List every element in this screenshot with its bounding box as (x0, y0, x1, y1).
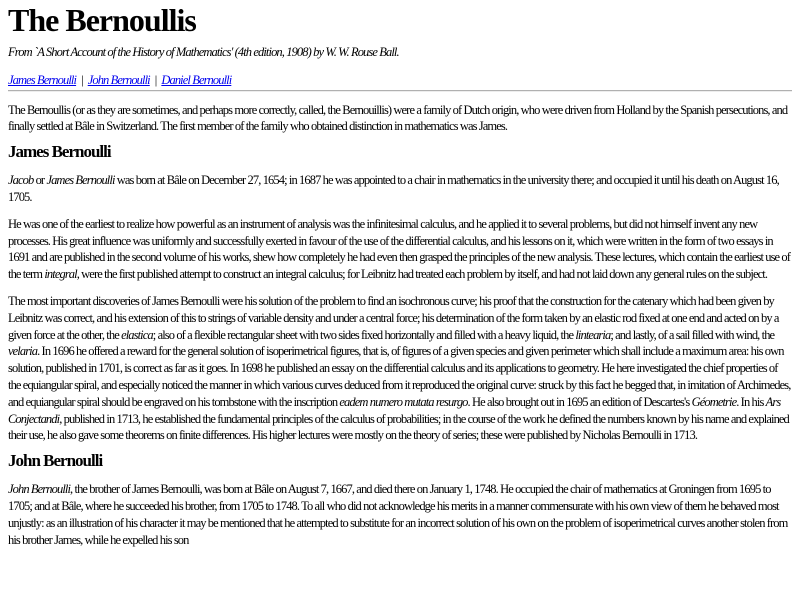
page-title: The Bernoullis (8, 2, 196, 38)
section-heading-james-bernoulli: James Bernoulli (8, 142, 111, 162)
james-paragraph-3: The most important discoveries of James Bernoulli were his solution of the problem to find an isochronous curve; his proof that the construction for the catenary which had been given by Leibnitz was correct, and his extension of this to strings of variable density and under a central force; his determination of the form taken by an elastic rod fixed at one end and acted on by a given force at the other, the elastica; also of a flexible rectangular sheet with two sides fixed horizontally and filled with a heavy liquid, the lintearia; and lastly, of a sail filled with wind, the velaria. In 1696 he offered a reward for the general solution of isoperimetrical figures, that is, of figures of a given species and given perimeter which shall include a maximum area: his own solution, published in 1701, is correct as far as it goes. In 1698 he published an essay on the differential calculus and its applications to geometry. He here investigated the chief properties of the equiangular spiral, and especially noticed the manner in which various curves deduced from it reproduced the original curve: struck by this fact he begged that, in imitation of Archimedes, and equiangular spiral should be engraved on his tombstone with the inscription eadem numero mutata resurgo. He also brought out in 1695 an edition of Descartes's Géometrie. In his Ars Conjectandi, published in 1713, he established the fundamental principles of the calculus of probabilities; in the course of the work he defined the numbers known by his name and explained their use, he also gave some theorems on finite differences. His higher lectures were mostly on the theory of series; these were published by Nicholas Bernoulli in 1713. (8, 293, 791, 443)
source-attribution: From `A Short Account of the History of Mathematics' (4th edition, 1908) by W. W. Rouse Ball. (8, 44, 399, 59)
james-paragraph-1: Jacob or James Bernoulli was born at Bâle on December 27, 1654; in 1687 he was appointed to a chair in mathematics in the university there; and occupied it until his death on August 16, 1705. (8, 173, 779, 204)
john-paragraph-1: John Bernoulli, the brother of James Bernoulli, was born at Bâle on August 7, 1667, and died there on January 1, 1748. He occupied the chair of mathematics at Groningen from 1695 to 1705; and at Bâle, where he succeeded his brother, from 1705 to 1748. To all who did not acknowledge his merits in a manner commensurate with his own view of them he behaved most unjustly: as an illustration of his character it may be mentioned that he attempted to substitute for an incorrect solution of his own on the problem of isoperimetrical curves another stolen from his brother James, while he expelled his son (8, 482, 788, 547)
nav-separator: | (154, 72, 157, 87)
intro-paragraph: The Bernoullis (or as they are sometimes, and perhaps more correctly, called, the Bernouillis) were a family of Dutch origin, who were driven from Holland by the Spanish persecutions, and finally settled at Bâle in Switzerland. The first member of the family who obtained distinction in mathematics was James. (8, 102, 788, 134)
nav-links (8, 72, 792, 88)
nav-link-daniel-bernoulli[interactable]: Daniel Bernoulli (161, 72, 232, 87)
section-heading-john-bernoulli: John Bernoulli (8, 451, 103, 471)
nav-separator: | (81, 72, 83, 87)
nav-link-john-bernoulli[interactable]: John Bernoulli (87, 72, 150, 87)
document-body (8, 4, 792, 548)
nav-link-james-bernoulli[interactable]: James Bernoulli (8, 72, 77, 87)
james-paragraph-2: He was one of the earliest to realize how powerful as an instrument of analysis was the infinitesimal calculus, and he applied it to several problems, but did not himself invent any new processes. His great influence was uniformly and successfully exerted in favour of the use of the differential calculus, and his lessons on it, which were written in the form of two essays in 1691 and are published in the second volume of his works, shew how completely he had even then grasped the principles of the new analysis. These lectures, which contain the earliest use of the term integral, were the first published attempt to construct an integral calculus; for Leibnitz had treated each problem by itself, and had not laid down any general rules on the subject. (8, 216, 791, 282)
divider (8, 90, 792, 92)
